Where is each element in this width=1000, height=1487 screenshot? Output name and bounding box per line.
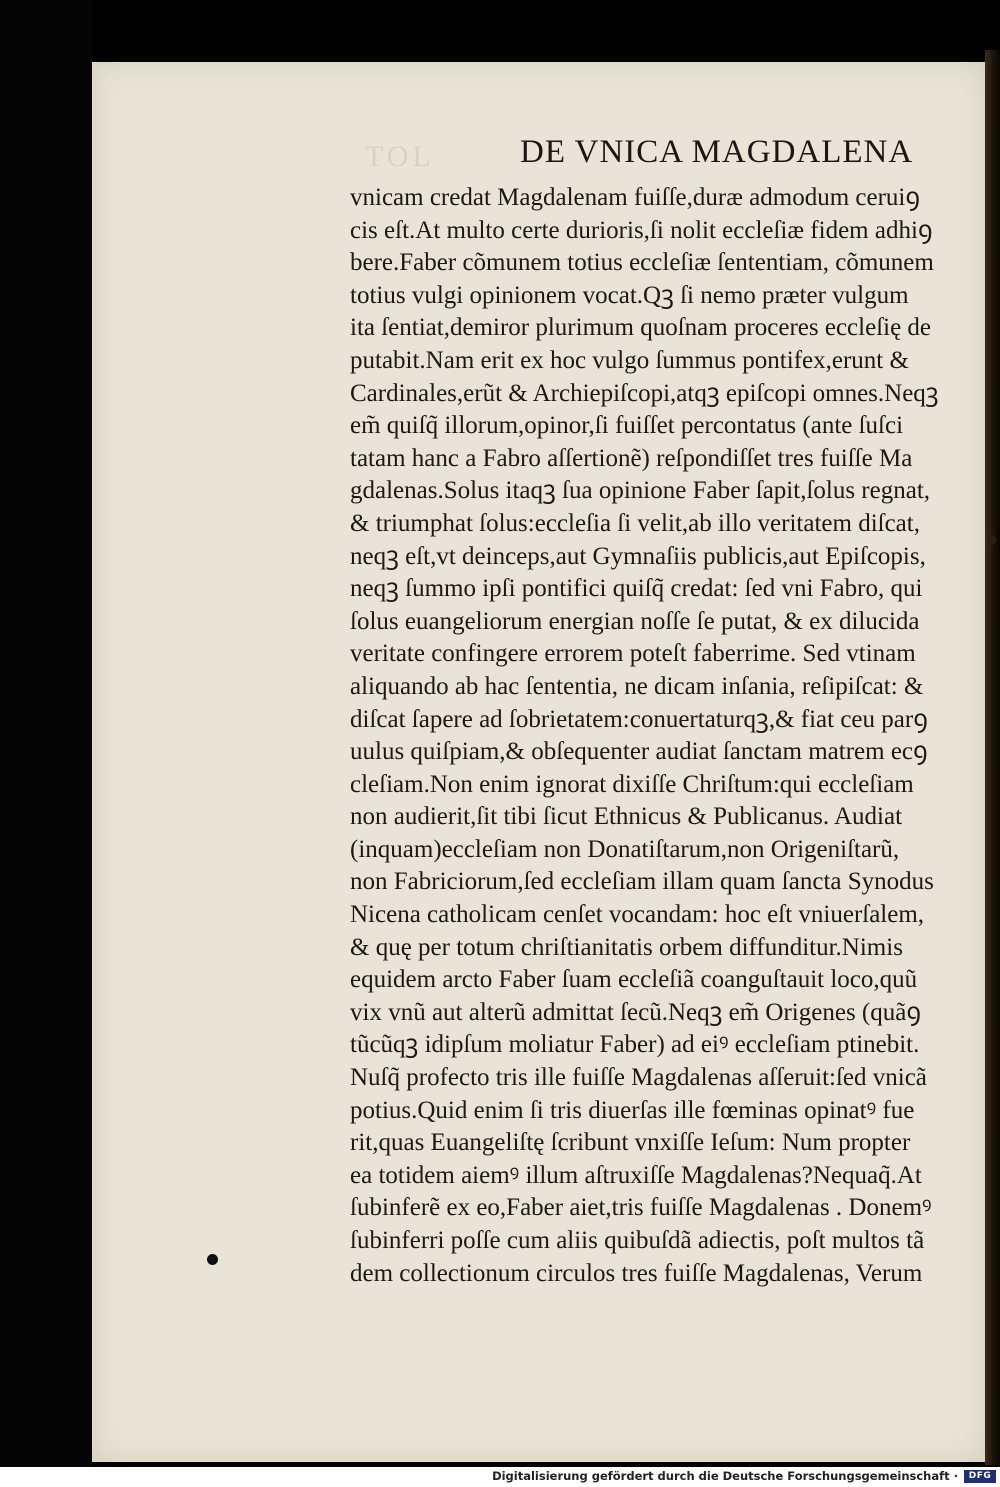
funding-credit: Digitalisierung gefördert durch die Deutsche Forschungsgemeinschaft · (492, 1469, 958, 1483)
body-text (350, 182, 962, 1290)
scan-background-left (0, 0, 92, 1487)
text-line: vnicam credat Magdalenam fuiſſe,duræ admodum ceruiꝯ (350, 184, 921, 211)
text-line: em̃ quiſq̃ illorum,opinor,ſi fuiſſet percontatus (ante ſuſci (350, 412, 904, 440)
spine-dot-mark (988, 535, 996, 545)
text-line: ita ſentiat,demiror plurimum quoſnam proceres eccleſię de (350, 314, 932, 342)
text-line: equidem arcto Faber ſuam eccleſiã coanguſtauit loco,quũ (350, 966, 918, 994)
text-line: ſubinferri poſſe cum aliis quibuſdã adiectis, poſt multos tã (350, 1227, 925, 1254)
text-line: cleſiam.Non enim ignorat dixiſſe Chriſtum:qui eccleſiam (350, 770, 914, 798)
text-line: tũcũqꝫ idipſum moliatur Faber) ad eiꝰ eccleſiam ptinebit. (350, 1031, 920, 1059)
text-line: non Fabriciorum,ſed eccleſiam illam quam ſancta Synodus (350, 868, 934, 896)
dfg-logo: DFG (964, 1470, 996, 1483)
text-line: (inquam)eccleſiam non Donatiſtarum,non Origeniſtarũ, (350, 835, 900, 863)
text-line: bere.Faber cõmunem totius eccleſiæ ſententiam, cõmunem (350, 249, 934, 277)
text-line: neqꝫ ſummo ipſi pontifici quiſq̃ credat: ſed vni Fabro, qui (350, 575, 923, 603)
text-line: dem collectionum circulos tres fuiſſe Magdalenas, Verum (350, 1259, 923, 1287)
text-line: diſcat ſapere ad ſobrietatem:conuertaturqꝫ,& fiat ceu parꝯ (350, 705, 928, 733)
text-line: cis eſt.At multo certe durioris,ſi nolit eccleſiæ fidem adhiꝯ (350, 216, 933, 244)
text-line: ea totidem aiemꝰ illum aſtruxiſſe Magdalenas?Nequaq̃.At (350, 1161, 922, 1189)
text-line: vix vnũ aut alterũ admittat ſecũ.Neqꝫ em̃ Origenes (quãꝯ (350, 998, 922, 1026)
running-header: DE VNICA MAGDALENA (520, 134, 914, 170)
text-line: ſolus euangeliorum energian noſſe ſe putat, & ex dilucida (350, 607, 920, 635)
text-line: totius vulgi opinionem vocat.Qꝫ ſi nemo præter vulgum (350, 281, 909, 309)
text-line: aliquando ab hac ſententia, ne dicam inſania, reſipiſcat: & (350, 672, 924, 700)
text-line: ſubinferẽ ex eo,Faber aiet,tris fuiſſe Magdalenas . Donemꝰ (350, 1194, 932, 1222)
text-line: Cardinales,erũt & Archiepiſcopi,atqꝫ epiſcopi omnes.Neqꝫ (350, 379, 939, 407)
text-line: tatam hanc a Fabro aſſertionẽ) reſpondiſſet tres fuiſſe Ma (350, 444, 913, 472)
book-spine-edge (985, 50, 1000, 1465)
text-line: gdalenas.Solus itaqꝫ ſua opinione Faber ſapit,ſolus regnat, (350, 477, 931, 505)
text-line: neqꝫ eſt,vt deinceps,aut Gymnaſiis publicis,aut Epiſcopis, (350, 542, 926, 570)
text-line: & quę per totum chriſtianitatis orbem diffunditur.Nimis (350, 933, 903, 961)
text-line: & triumphat ſolus:eccleſia ſi velit,ab illo veritatem diſcat, (350, 509, 920, 537)
text-line: potius.Quid enim ſi tris diuerſas ille fœminas opinatꝰ fue (350, 1096, 915, 1124)
ink-dot-mark (207, 1254, 218, 1265)
text-line: rit,quas Euangeliſtę ſcribunt vnxiſſe Ieſum: Num propter (350, 1129, 911, 1157)
text-line: veritate confingere errorem poteſt faberrime. Sed vtinam (350, 640, 916, 668)
text-line: putabit.Nam erit ex hoc vulgo ſummus pontifex,erunt & (350, 346, 909, 374)
text-line: Nicena catholicam cenſet vocandam: hoc eſt vniuerſalem, (350, 901, 925, 929)
digitization-footer (0, 1467, 1000, 1487)
text-line: uulus quiſpiam,& obſequenter audiat ſanctam matrem ecꝯ (350, 738, 928, 766)
text-line: non audierit,ſit tibi ſicut Ethnicus & Publicanus. Audiat (350, 803, 903, 831)
text-line: Nuſq̃ profecto tris ille fuiſſe Magdalenas aſſeruit:ſed vnicã (350, 1064, 927, 1092)
bleed-through-mark: TOL (365, 140, 435, 173)
